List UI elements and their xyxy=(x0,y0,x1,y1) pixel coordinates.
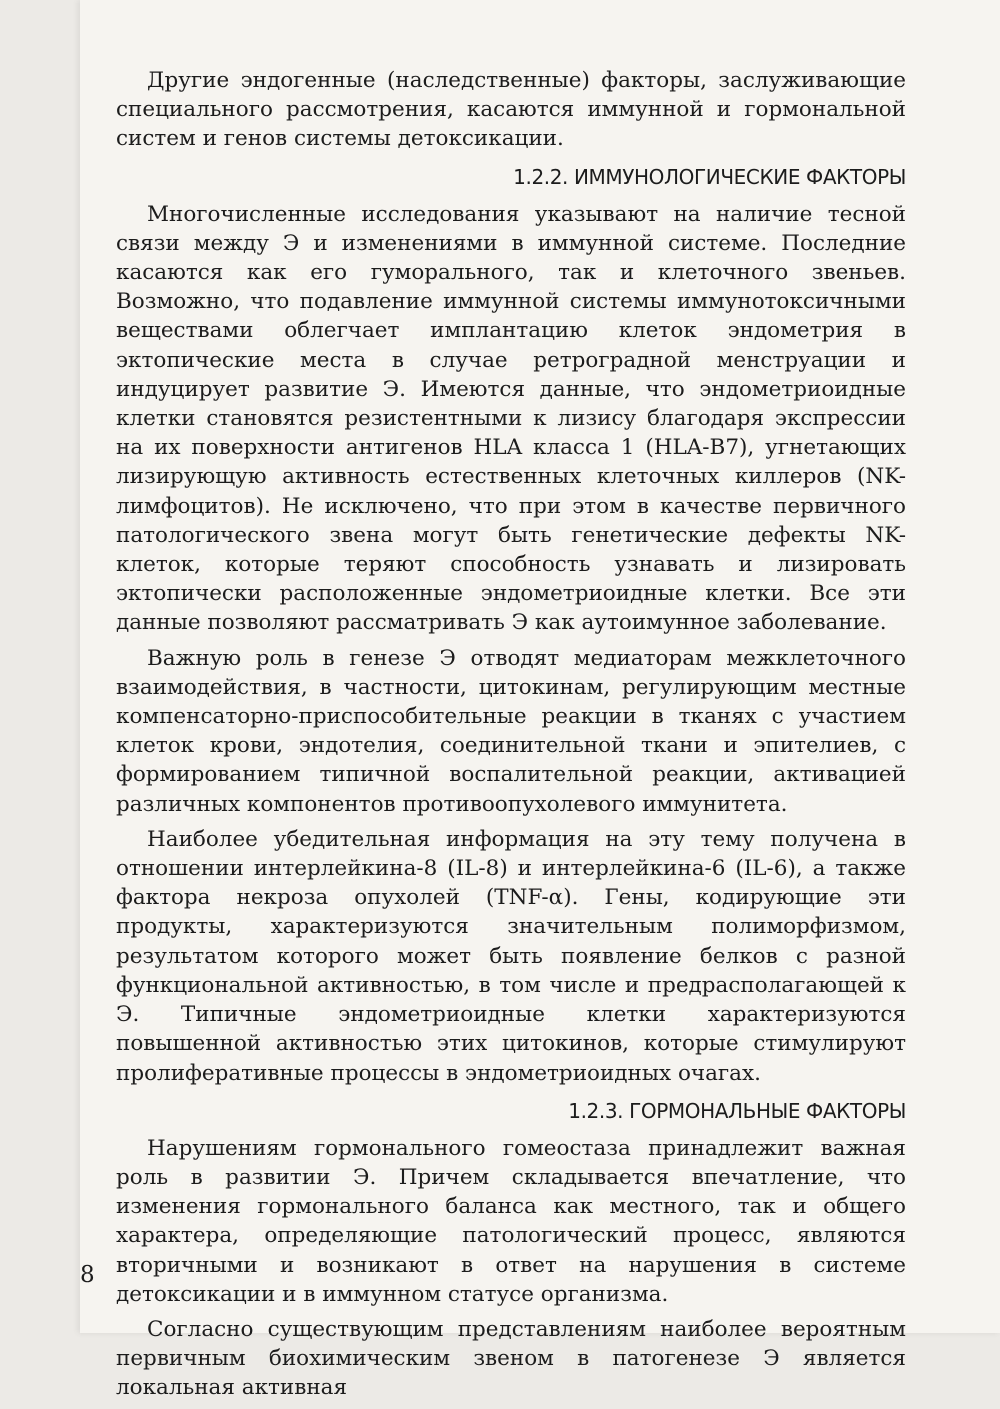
book-page xyxy=(80,0,1000,1401)
paragraph-cytokines: Важную роль в генезе Э отводят медиаторам межклеточного взаимодействия, в частности, цитокинам, регулирующим местные компенсаторно-приспособительные реакции в тканях с участием клеток крови, эндотелия, соединительной ткани и эпителиев, с формированием типичной воспалительной реакции, активацией различных компонентов противоопухолевого иммунитета. xyxy=(116,645,906,817)
paragraph-hormonal-homeostasis: Нарушениям гормонального гомеостаза принадлежит важная роль в развитии Э. Причем складывается впечатление, что изменения гормонального баланса как местного, так и общего характера, определяющие патологический процесс, являются вторичными и возникают в ответ на нарушения в системе детоксикации и в иммунном статусе организма. xyxy=(116,1135,906,1307)
paragraph-interleukins: Наиболее убедительная информация на эту тему получена в отношении интерлейкина-8 (IL-8) и интерлейкина-6 (IL-6), а также фактора некроза опухолей (TNF-α). Гены, кодирующие эти продукты, характеризуются значительным полиморфизмом, результатом которого может быть появление белков с разной функциональной активностью, в том числе и предрасполагающей к Э. Типичные эндометриоидные клетки характеризуются повышенной активностью этих цитокинов, которые стимулируют пролиферативные процессы в эндометриоидных очагах. xyxy=(116,826,906,1086)
paragraph-immune-system: Многочисленные исследования указывают на наличие тесной связи между Э и изменениями в иммунной системе. Последние касаются как его гуморального, так и клеточного звеньев. Возможно, что подавление иммунной системы иммунотоксичными веществами облегчает имплантацию клеток эндометрия в эктопические места в случае ретроградной менструации и индуцирует развитие Э. Имеются данные, что эндометриоидные клетки становятся резистентными к лизису благодаря экспрессии на их поверхности антигенов HLA класса 1 (HLA-B7), угнетающих лизирующую активность естественных клеточных киллеров (NK-лимфоцитов). Не исключено, что при этом в качестве первичного патологического звена могут быть генетические дефекты NK-клеток, которые теряют способность узнавать и лизировать эктопически расположенные эндометриоидные клетки. Все эти данные позволяют рассматривать Э как аутоимунное заболевание. xyxy=(116,201,906,636)
section-heading-hormonal: 1.2.3. ГОРМОНАЛЬНЫЕ ФАКТОРЫ xyxy=(568,1098,906,1123)
section-heading-immunological: 1.2.2. ИММУНОЛОГИЧЕСКИЕ ФАКТОРЫ xyxy=(513,164,906,189)
paragraph-endogenous-factors: Другие эндогенные (наследственные) факторы, заслуживающие специального рассмотрения, касаются иммунной и гормональной систем и генов системы детоксикации. xyxy=(116,68,906,152)
page-number: 8 xyxy=(80,1262,95,1288)
page-content xyxy=(116,66,906,1409)
paragraph-biochemical-link: Согласно существующим представлениям наиболее вероятным первичным биохимическим звеном в патогенезе Э является локальная активная xyxy=(116,1316,906,1401)
